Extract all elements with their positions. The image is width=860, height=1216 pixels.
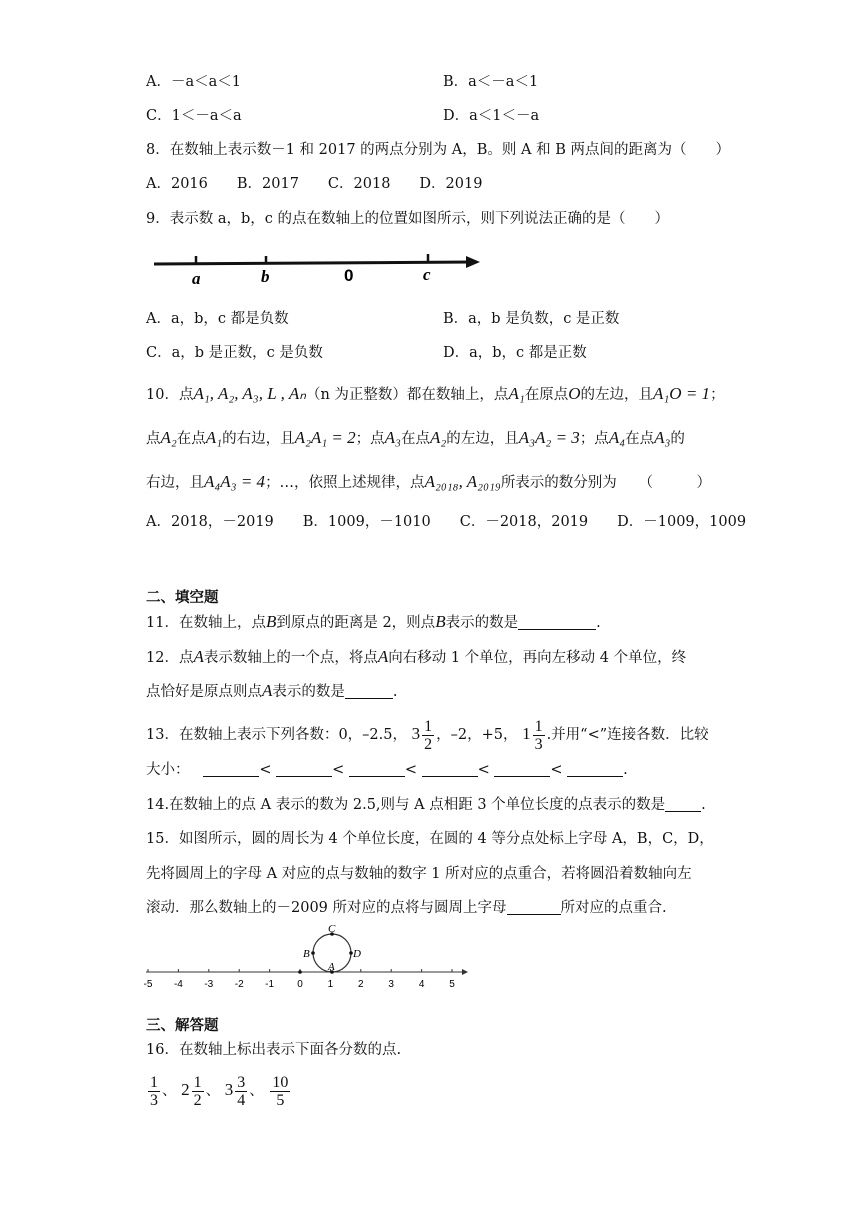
q14: 14.在数轴上的点 A 表示的数为 2.5,则与 A 点相距 3 个单位长度的点表示的数是 . [146,797,706,813]
q13-blank-1[interactable] [203,761,259,777]
q15-tick-label: 2 [358,979,364,990]
q7-option-d: D．a＜1＜－a [443,108,540,124]
q13-blank-2[interactable] [276,761,332,777]
q15-line-1: 15．如图所示，圆的周长为 4 个单位长度，在圆的 4 等分点处标上字母 A，B，C，D， [146,831,714,847]
q12-line-2: 点恰好是原点则点A表示的数是 . [146,681,398,700]
q15-circle-label-c: C [328,923,336,935]
q13-blank-4[interactable] [422,761,478,777]
q7-option-a: A．－a＜a＜1 [146,74,241,90]
q13-blank-6[interactable] [567,761,623,777]
q10-line-3: 右边，且A₄A₃ = 4；…，依照上述规律，点A₂₀₁₈, A₂₀₁₉所表示的数分别为 （ ） [146,472,712,491]
q13-blank-5[interactable] [494,761,550,777]
q15-tick-label: 5 [449,979,455,990]
q9-number-line-figure [150,244,486,288]
q16-fraction-1: $\frac{1}{3}$ [150,1073,158,1109]
q10-line-2: 点A₂在点A₁的右边，且A₂A₁ = 2；点A₃在点A₂的左边，且A₃A₂ = 3；点A₄在点A₃的 [146,428,685,447]
q10-line-1: 10．点A₁, A₂, A₃, L , Aₙ（n 为正整数）都在数轴上，点A₁在原点O的左边，且A₁O = 1； [146,384,725,403]
q13-line-2: 大小： < < < < < . [146,762,628,778]
q16-fraction-4: $\frac{10}{5}$ [272,1073,289,1109]
q15-tick-label: -5 [143,979,153,990]
q13-line-1: 13．在数轴上表示下列各数：0，–2.5， 3 $\frac{1}{2}$ ，–2，+5， 1 $\frac{1}{3}$ .并用“<”连接各数．比较 [146,717,709,753]
q16-fraction-2: $\frac{1}{2}$ [193,1073,202,1109]
q15-tick-label: -3 [204,979,214,990]
q9-label-c: c [423,265,431,284]
q16-fractions: $\frac{1}{3}$ 、 2 $\frac{1}{2}$ 、 3 $\frac{3}{4}$ 、 $\frac{10}{5}$ [150,1073,289,1109]
q9-option-b: B．a，b 是负数，c 是正数 [443,311,620,327]
q9-label-b: b [261,267,270,286]
q15-tick-label: 4 [418,979,425,990]
q7-option-b: B．a＜－a＜1 [443,74,539,90]
q12-line-1: 12．点A表示数轴上的一个点，将点A向右移动 1 个单位，再向左移动 4 个单位，终 [146,647,687,666]
q16-stem: 16．在数轴上标出表示下面各分数的点. [146,1042,402,1058]
q13-fraction-1: $\frac{1}{2}$ [424,717,433,753]
q15-tick-label: -2 [234,979,244,990]
q7-option-c: C．1＜－a＜a [146,108,242,124]
q15-answer-blank[interactable] [507,899,561,915]
q15-number-line-circle-figure [140,920,474,992]
section-heading-solve: 三、解答题 [146,1018,219,1034]
q15-circle-label-a: A [328,961,335,973]
q10-options: A．2018，－2019 B．1009，－1010 C．－2018，2019 D．－1009，1009 [146,514,747,530]
q9-option-c: C．a，b 是正数，c 是负数 [146,345,323,361]
q9-label-a: a [192,269,201,288]
q16-fraction-3: $\frac{3}{4}$ [237,1073,246,1109]
section-heading-fill-in: 二、填空题 [146,590,219,606]
q15-tick-label: 3 [388,979,394,990]
q8-options: A．2016 B．2017 C．2018 D．2019 [146,176,483,192]
q12-answer-blank[interactable] [345,683,393,699]
q10-sequence: A₁, A₂, A₃, L , Aₙ [193,384,306,403]
q8-stem: 8．在数轴上表示数－1 和 2017 的两点分别为 A，B。则 A 和 B 两点间的距离为（ ） [146,142,730,158]
q11: 11．在数轴上，点B到原点的距离是 2，则点B表示的数是 . [146,612,601,631]
q14-answer-blank[interactable] [665,796,701,812]
q13-blank-3[interactable] [349,761,405,777]
q15-circle-label-b: B [303,948,310,960]
q13-fraction-2: $\frac{1}{3}$ [534,717,543,753]
q15-tick-label: 0 [297,979,303,990]
q15-tick-label: -4 [173,979,183,990]
q9-option-d: D．a，b，c 都是正数 [443,345,587,361]
q15-line-2: 先将圆周上的字母 A 对应的点与数轴的数字 1 所对应的点重合，若将圆沿着数轴向左 [146,866,692,882]
q15-circle-label-d: D [353,948,361,960]
q15-line-3: 滚动．那么数轴上的－2009 所对应的点将与圆周上字母 所对应的点重合. [146,900,667,916]
q15-tick-label: 1 [327,979,334,990]
q9-option-a: A．a，b，c 都是负数 [146,311,289,327]
q11-answer-blank[interactable] [518,614,596,630]
q9-stem: 9．表示数 a，b，c 的点在数轴上的位置如图所示，则下列说法正确的是（ ） [146,211,669,227]
q9-label-zero: 0 [344,266,354,285]
q15-tick-label: -1 [265,979,275,990]
